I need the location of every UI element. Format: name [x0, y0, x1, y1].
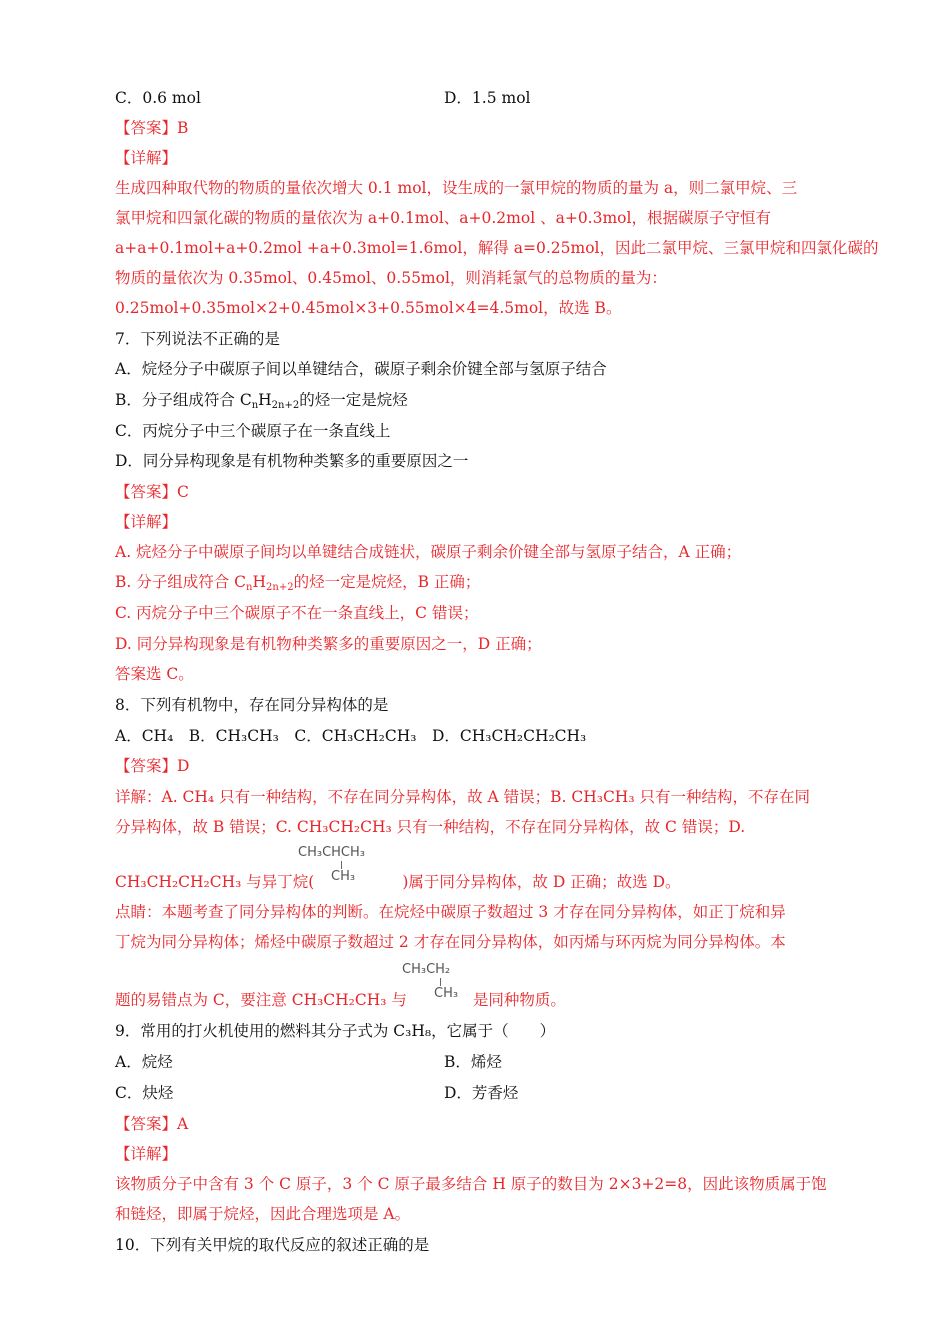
q6-explanation-line: 生成四种取代物的物质的量依次增大 0.1 mol，设生成的一氯甲烷的物质的量为 a，则二氯甲烷、三: [115, 179, 798, 197]
q8-note-line: 丁烷为同分异构体；烯烃中碳原子数超过 2 才存在同分异构体，如丙烯与环丙烷为同分异构体。本: [115, 933, 786, 951]
structure-main-chain: CH₃CHCH₃: [298, 845, 365, 860]
q7-option-b: B．分子组成符合 $C_nH_{2n+2}$的烃一定是烷烃: [115, 391, 408, 411]
q6-explanation-line: 0.25mol+0.35mol×2+0.45mol×3+0.55mol×4=4.5mol，故选 B。: [115, 299, 622, 317]
structure-bond: [440, 978, 441, 986]
q7-option-d: D．同分异构现象是有机物种类繁多的重要原因之一: [115, 452, 469, 470]
q9-option-d: D．芳香烃: [444, 1084, 519, 1102]
q9-answer: 【答案】A: [115, 1115, 189, 1133]
q6-detail-label: 【详解】: [115, 149, 178, 167]
q7-question: 7．下列说法不正确的是: [115, 330, 280, 348]
structure-main-chain: CH₃CH₂: [402, 962, 451, 977]
q9-explanation-line: 和链烃，即属于烷烃，因此合理选项是 A。: [115, 1205, 411, 1223]
q7-answer: 【答案】C: [115, 483, 189, 501]
q7-detail-label: 【详解】: [115, 513, 178, 531]
q7-explanation-end: 答案选 C。: [115, 665, 194, 683]
q8-answer: 【答案】D: [115, 757, 190, 775]
q9-option-b: B．烯烃: [444, 1053, 502, 1071]
q6-explanation-line: 氯甲烷和四氯化碳的物质的量依次为 a+0.1mol、a+0.2mol 、a+0.3mol，根据碳原子守恒有: [115, 209, 771, 227]
q8-explanation-line: 详解：A. CH₄ 只有一种结构，不存在同分异构体，故 A 错误；B. CH₃CH₃ 只有一种结构，不存在同: [115, 788, 810, 806]
q9-option-c: C．炔烃: [115, 1084, 174, 1102]
structure-branch: CH₃: [331, 869, 356, 884]
q9-option-a: A．烷烃: [115, 1053, 173, 1071]
q8-note-line: 题的易错点为 C，要注意 CH₃CH₂CH₃ 与 是同种物质。: [115, 991, 566, 1009]
q7-explanation-b: B. 分子组成符合 $C_nH_{2n+2}$的烃一定是烷烃，B 正确；: [115, 573, 481, 593]
q8-question: 8．下列有机物中，存在同分异构体的是: [115, 696, 389, 714]
q6-answer: 【答案】B: [115, 119, 189, 137]
q7-option-a: A．烷烃分子中碳原子间以单键结合，碳原子剩余价键全部与氢原子结合: [115, 360, 607, 378]
q8-note-line: 点睛：本题考查了同分异构体的判断。在烷烃中碳原子数超过 3 才存在同分异构体，如正丁烷和异: [115, 903, 786, 921]
q7-explanation-d: D. 同分异构现象是有机物种类繁多的重要原因之一，D 正确；: [115, 635, 542, 653]
q8-explanation-line: CH₃CH₂CH₂CH₃ 与异丁烷( )属于同分异构体，故 D 正确；故选 D。: [115, 873, 681, 891]
q10-question: 10．下列有关甲烷的取代反应的叙述正确的是: [115, 1236, 430, 1254]
q8-options: A．CH₄ B．CH₃CH₃ C．CH₃CH₂CH₃ D．CH₃CH₂CH₂CH₃: [115, 727, 587, 745]
q6-explanation-line: a+a+0.1mol+a+0.2mol +a+0.3mol=1.6mol，解得 a=0.25mol，因此二氯甲烷、三氯甲烷和四氯化碳的: [115, 239, 879, 257]
q7-explanation-c: C. 丙烷分子中三个碳原子不在一条直线上，C 错误；: [115, 604, 479, 622]
q6-option-c: C．0.6 mol: [115, 89, 201, 107]
q7-option-c: C．丙烷分子中三个碳原子在一条直线上: [115, 422, 391, 440]
structure-branch: CH₃: [434, 986, 459, 1001]
q9-explanation-line: 该物质分子中含有 3 个 C 原子，3 个 C 原子最多结合 H 原子的数目为 2×3+2=8，因此该物质属于饱: [115, 1175, 827, 1193]
q7-explanation-a: A. 烷烃分子中碳原子间均以单键结合成链状，碳原子剩余价键全部与氢原子结合，A 正确；: [115, 543, 742, 561]
q6-option-d: D．1.5 mol: [444, 89, 531, 107]
q9-detail-label: 【详解】: [115, 1145, 178, 1163]
q9-question: 9．常用的打火机使用的燃料其分子式为 C₃H₈，它属于（ ）: [115, 1022, 556, 1040]
q6-explanation-line: 物质的量依次为 0.35mol、0.45mol、0.55mol，则消耗氯气的总物质的量为：: [115, 269, 667, 287]
q8-explanation-line: 分异构体，故 B 错误；C. CH₃CH₂CH₃ 只有一种结构，不存在同分异构体，故 C 错误；D.: [115, 818, 746, 836]
structure-bond: [341, 861, 342, 869]
